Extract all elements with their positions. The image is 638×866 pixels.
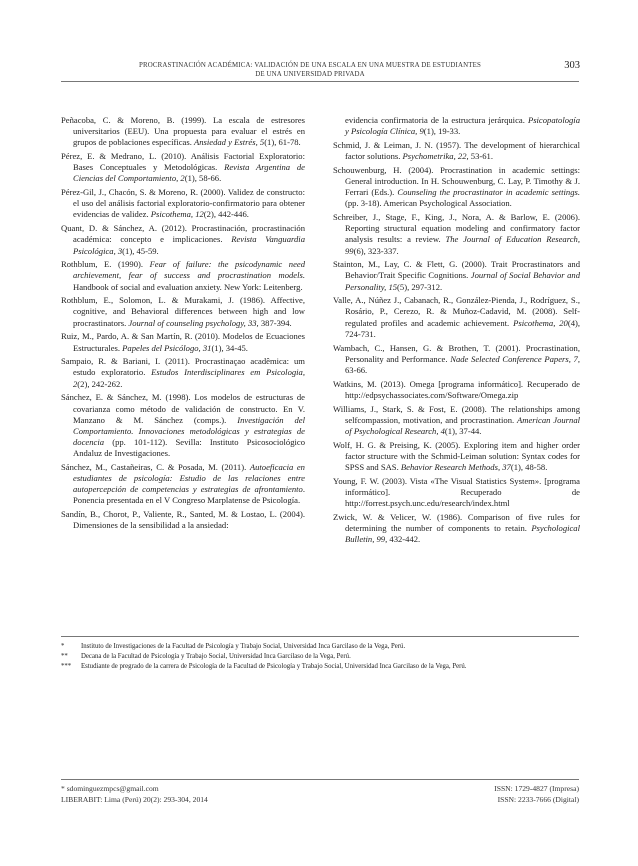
reference-text: Rothblum, E., Solomon, L. & Murakami, J. (1986). Affective, cognitive, and Behavioral differences between high and low procrastinators. [61,295,305,328]
note-mark: ** [61,652,68,660]
reference-source: Autoeficacia en estudiantes de psicología: Estudio de las relaciones entre autopercepción de competencias y estrategias de afrontamiento [73,461,305,495]
header-title-line-2: DE UNA UNIVERSIDAD PRIVADA [255,71,365,78]
footer-journal: LIBERABIT: Lima (Perú) 20(2): 293-304, 2014 [61,795,208,804]
reference-text: Schreiber, J., Stage, F., King, J., Nora, A. & Barlow, E. (2006). Reporting structural equation modeling and confirmatory factor analysis results: a review. [333,212,580,245]
reference-text: Sánchez, M., Castañeiras, C. & Posada, M. (2011). [61,461,250,472]
references-right-column [333,115,580,548]
running-header [100,61,520,79]
author-note [61,652,579,662]
reference-text: (5), 297-312. [397,281,443,292]
reference-entry [333,440,580,473]
reference-text: Peñacoba, C. & Moreno, B. (1999). La escala de estresores universitarios (EEU). Una propuesta para evaluar el estrés en grupos de poblaciones específicas. [61,115,305,148]
reference-entry [333,379,580,401]
author-notes [61,642,579,672]
reference-text: (1), 37-44. [444,425,482,436]
reference-text: (1), 58-66. [184,173,222,184]
reference-source: Ansiedad y Estrés, 5 [194,137,265,148]
reference-text: , 432-442. [385,534,421,544]
reference-text: , 387-394. [256,317,292,328]
reference-text: Rothblum, E. (1990). [61,259,150,270]
reference-entry [61,223,305,256]
header-divider [61,81,579,82]
references-left-column [61,115,305,534]
reference-entry [61,356,305,389]
reference-source: Psychometrika, 22 [402,151,467,162]
note-text: Decana de la Facultad de Psicología y Trabajo Social, Universidad Inca Garcilaso de la Vega, Perú. [81,652,351,660]
reference-entry [333,343,580,376]
reference-text: (pp. 101-112). Sevilla: Instituto Psicosociológico Andaluz de Investigaciones. [73,436,305,459]
reference-text: Sampaio, R. & Bariani, I. (2011). Procrastinaçao acadêmica: um estudo exploratorio. [61,356,305,378]
reference-text: (2), 242-262. [77,378,123,389]
reference-source: Psicopatología y Psicología Clínica, 9 [345,115,580,137]
author-note [61,662,579,672]
footer-divider [61,779,579,780]
reference-text: , 63-66. [345,353,580,375]
reference-entry [61,392,305,459]
reference-text: Schouwenburg, H. (2004). Procrastination in academic settings: General introduction. In H. Schouwenburg, C. Lay, P. Timothy & J. Ferrari (Eds.). [333,164,580,198]
reference-text: (6), 323-337. [353,245,399,256]
note-mark: * [61,643,65,650]
footer-issn-print: ISSN: 1729-4827 (Impresa) [494,784,579,793]
notes-divider [61,636,579,637]
reference-entry [61,151,305,184]
reference-text: . Ponencia presentada en el V Congreso Marplatense de Psicología. [73,484,305,506]
reference-source: Journal of Social Behavior and Personality, 15 [345,270,580,292]
note-text: Estudiante de pregrado de la carrera de Psicología de la Facultad de Psicología y Trabajo Social, Universidad Inca Garcilaso de la Vega, Perú. [81,662,467,670]
reference-text: Schmid, J. & Leiman, J. N. (1957). The development of hierarchical factor solutions. [333,139,580,162]
reference-entry [61,115,305,148]
reference-text: (pp. 3-18). American Psychological Association. [345,198,512,209]
reference-entry [61,462,305,507]
reference-source: Fear of failure: the psicodynamic need archievement, fear of success and procrastination models. [73,259,305,281]
reference-entry [333,212,580,257]
reference-text: , 53-61. [466,151,493,162]
reference-text: Sánchez, E. & Sánchez, M. (1998). Los modelos de estructuras de covarianza como método de validación de constructo. En V. Manzano & M. Sánchez (comps.). [61,392,305,425]
reference-text: Pérez-Gil, J., Chacón, S. & Moreno, R. (2000). Validez de constructo: el uso del análisis factorial exploratorio-confirmatorio para obtener evidencias de validez. [61,187,305,220]
reference-entry [333,259,580,292]
reference-source: Revista Vanguardia Psicológica, 3 [73,234,305,256]
reference-entry [333,140,580,162]
reference-source: Behavior Research Methods, 37 [400,461,511,472]
reference-source: The Journal of Education Research, 99 [345,234,581,256]
reference-entry [61,331,305,353]
reference-text: (1), 34-45. [211,342,248,353]
author-note [61,642,579,652]
reference-text: (1), 61-78. [264,137,301,148]
reference-text: Stainton, M., Lay, C. & Flett, G. (2000). Trait Procrastinators and Behavior/Trait Specific Cognitions. [333,259,580,281]
reference-text: (2), 442-446. [203,209,249,220]
reference-source: Estudos Interdisciplinares em Psicologia, 2 [73,367,305,389]
reference-source: Papeles del Psicólogo, 31 [122,342,212,353]
reference-text: (1), 19-33. [423,126,461,137]
reference-source: American Journal of Psychological Research, 4 [345,414,581,436]
reference-text: Wambach, C., Hansen, G. & Brothen, T. (2001). Procrastination, Personality and Performance. [333,342,580,364]
reference-source: Journal of counseling psychology, 33 [128,317,257,328]
reference-entry [333,512,580,545]
reference-text: Handbook of social and evaluation anxiety. New York: Leitenberg. [73,281,303,292]
reference-entry [333,115,580,137]
reference-entry [61,259,305,292]
reference-text: Quant, D. & Sánchez, A. (2012). Procrastinación, procrastinación académica: concepto e implicaciones. [61,223,305,245]
reference-text: evidencia confirmatoria de la estructura jerárquica. [345,115,528,125]
reference-text: Pérez, E. & Medrano, L. (2010). Análisis Factorial Exploratorio: Bases Conceptuales y Metodológicas. [61,151,305,173]
reference-text: (4), 724-731. [345,317,580,339]
reference-entry [61,509,305,531]
note-text: Instituto de Investigaciones de la Facultad de Psicología y Trabajo Social, Universidad Inca Garcilaso de la Vega, Perú. [81,643,406,650]
reference-text: Wolf, H. G. & Preising, K. (2005). Exploring item and higher order factor structure with the Schmid-Leiman solution: Syntax codes for SPSS and SAS. [333,439,580,472]
reference-text: Valle, A., Núñez J., Cabanach, R., González-Pienda, J., Rodríguez, S., Rosário, P., Cerezo, R. & Muñoz-Cadavid, M. (2008). Self-regulated profiles and academic achievement. [333,295,580,328]
reference-source: Psicothema, 20 [513,317,568,328]
footer-issn-digital: ISSN: 2233-7666 (Digital) [497,795,579,804]
reference-source: Revista Argentina de Ciencias del Comportamiento, 2 [73,162,305,184]
page-number: 303 [564,60,580,71]
reference-text: Young, F. W. (2003). Vista «The Visual Statistics System». [programa informático]. Recuperado de http://forrest.psych.unc.edu/research/index.html [333,475,580,508]
reference-text: Watkins, M. (2013). Omega [programa informático]. Recuperado de http://edpsychassociates.com/Software/Omega.zip [333,378,580,400]
reference-entry [333,165,580,210]
reference-text: (1), 48-58. [510,461,548,472]
reference-text: Zwick, W. & Velicer, W. (1986). Comparison of five rules for determining the number of components to retain. [333,511,580,533]
reference-source: Psychological Bulletin, 99 [345,522,580,544]
reference-source: Psicothema, 12 [150,209,204,220]
header-title-line-1: PROCRASTINACIÓN ACADÉMICA: VALIDACIÓN DE UNA ESCALA EN UNA MUESTRA DE ESTUDIANTES [139,62,481,69]
reference-entry [333,295,580,340]
note-mark: *** [61,662,72,670]
reference-entry [333,476,580,509]
reference-entry [333,404,580,437]
footer-email: * sdominguezmpcs@gmail.com [61,784,159,793]
reference-source: Investigación del Comportamiento. Innovaciones metodológicas y estrategias de docencia [73,414,306,447]
reference-entry [61,295,305,328]
reference-text: (1), 45-59. [122,245,159,256]
reference-source: Nade Selected Conference Papers, 7 [450,353,578,364]
reference-text: Sandín, B., Chorot, P., Valiente, R., Santed, M. & Lostao, L. (2004). Dimensiones de la sensibilidad a la ansiedad: [61,509,305,531]
reference-entry [61,187,305,220]
reference-source: Counseling the procrastinator in academic settings. [397,187,580,198]
reference-text: Williams, J., Stark, S. & Fost, E. (2008). The relationships among selfcompassion, motivation, and procrastination. [333,403,580,425]
reference-text: Ruiz, M., Pardo, A. & San Martín, R. (2010). Modelos de Ecuaciones Estructurales. [61,331,305,353]
